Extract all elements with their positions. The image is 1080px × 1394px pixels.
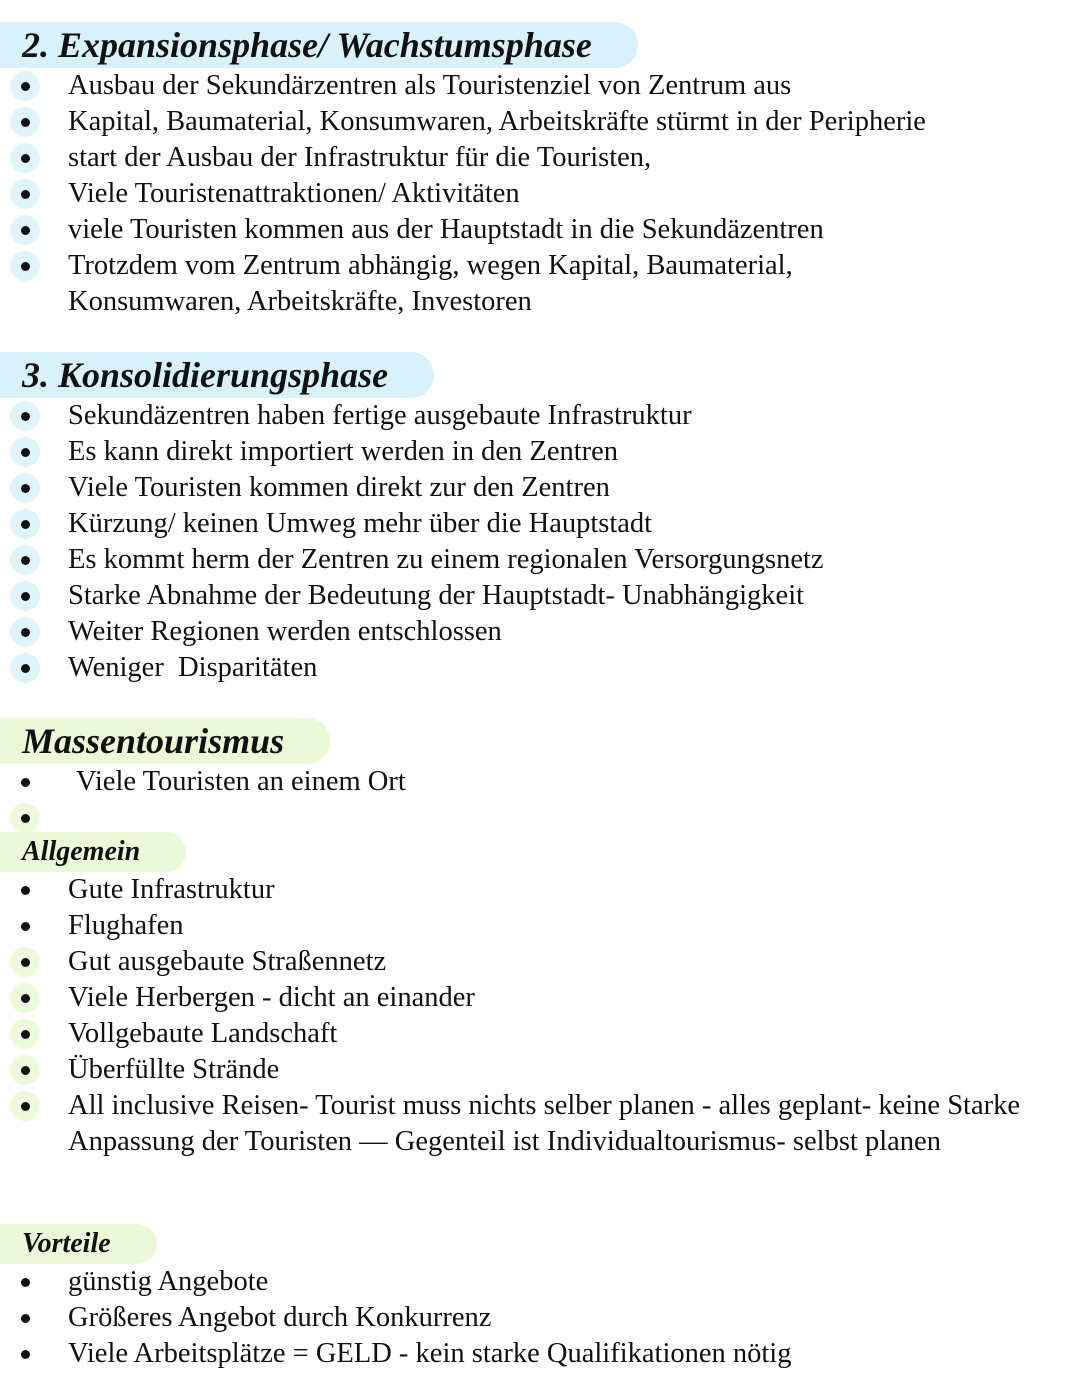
list-item	[0, 578, 1080, 614]
section-vorteile	[0, 1224, 1080, 1372]
list-item	[0, 1264, 1080, 1300]
list-massentourismus	[0, 764, 1080, 836]
list-item-text: Vollgebaute Landschaft	[68, 1018, 338, 1049]
list-item-text: Viele Herbergen - dicht an einander	[68, 982, 475, 1013]
list-item	[0, 398, 1080, 434]
list-item-text: Kapital, Baumaterial, Konsumwaren, Arbeitskräfte stürmt in der Peripherie	[68, 106, 926, 137]
list-item	[0, 1016, 1080, 1052]
list-item-text: start der Ausbau der Infrastruktur für die Touristen,	[68, 142, 652, 173]
bullet-icon	[10, 1267, 40, 1297]
bullet-icon	[10, 437, 40, 467]
list-item-text: Es kann direkt importiert werden in den Zentren	[68, 436, 619, 467]
list-item-text: Gute Infrastruktur	[68, 874, 275, 905]
section-allgemein	[0, 832, 1080, 1160]
bullet-icon	[10, 509, 40, 539]
bullet-icon	[10, 1055, 40, 1085]
list-item	[0, 872, 1080, 908]
bullet-icon	[10, 401, 40, 431]
list-item	[0, 1088, 1080, 1160]
bullet-icon	[10, 911, 40, 941]
list-item	[0, 470, 1080, 506]
list-item-text: günstig Angebote	[68, 1266, 269, 1297]
list-item	[0, 614, 1080, 650]
list-item	[0, 212, 1080, 248]
bullet-icon	[10, 581, 40, 611]
list-item-text: Viele Touristenattraktionen/ Aktivitäten	[68, 178, 520, 209]
list-item-text: Weiter Regionen werden entschlossen	[68, 616, 502, 647]
bullet-icon	[10, 215, 40, 245]
heading-vorteile: Vorteile	[0, 1224, 157, 1264]
list-item-text: Größeres Angebot durch Konkurrenz	[68, 1302, 492, 1333]
bullet-icon	[10, 71, 40, 101]
list-item	[0, 908, 1080, 944]
section-expansionsphase	[0, 22, 1080, 320]
list-vorteile	[0, 1264, 1080, 1372]
list-item-text: Es kommt herm der Zentren zu einem regionalen Versorgungsnetz	[68, 544, 824, 575]
list-item	[0, 104, 1080, 140]
bullet-icon	[10, 179, 40, 209]
bullet-icon	[10, 545, 40, 575]
bullet-icon	[10, 1091, 40, 1121]
list-item-text: Viele Touristen kommen direkt zur den Zentren	[68, 472, 610, 503]
heading-expansionsphase: 2. Expansionsphase/ Wachstumsphase	[0, 22, 638, 68]
section-konsolidierungsphase	[0, 352, 1080, 686]
list-item-text: All inclusive Reisen- Tourist muss nichts selber planen - alles geplant- keine Starke Anpassung der Touristen — Gegenteil ist Individualtourismus- selbst planen	[68, 1090, 1021, 1157]
list-item-text: Viele Touristen an einem Ort	[76, 766, 406, 797]
heading-allgemein: Allgemein	[0, 832, 186, 872]
list-allgemein	[0, 872, 1080, 1160]
list-item	[0, 1052, 1080, 1088]
section-massentourismus	[0, 718, 1080, 836]
list-item	[0, 176, 1080, 212]
list-item-text: Weniger Disparitäten	[68, 652, 318, 683]
bullet-icon	[10, 1019, 40, 1049]
list-item-text: Trotzdem vom Zentrum abhängig, wegen Kapital, Baumaterial, Konsumwaren, Arbeitskräfte, Investoren	[68, 250, 793, 317]
bullet-icon	[10, 251, 40, 281]
heading-massentourismus: Massentourismus	[0, 718, 330, 764]
bullet-icon	[10, 107, 40, 137]
bullet-icon	[10, 617, 40, 647]
bullet-icon	[10, 143, 40, 173]
list-item-text: Starke Abnahme der Bedeutung der Hauptstadt- Unabhängigkeit	[68, 580, 805, 611]
heading-konsolidierungsphase: 3. Konsolidierungsphase	[0, 352, 434, 398]
bullet-icon	[10, 1339, 40, 1369]
bullet-icon	[10, 1303, 40, 1333]
list-item	[0, 542, 1080, 578]
list-expansionsphase	[0, 68, 1080, 320]
list-item-text: Ausbau der Sekundärzentren als Touristenziel von Zentrum aus	[68, 70, 792, 101]
list-item	[0, 980, 1080, 1016]
list-item-text: Flughafen	[68, 910, 184, 941]
bullet-icon	[10, 983, 40, 1013]
list-item-text: Sekundäzentren haben fertige ausgebaute Infrastruktur	[68, 400, 692, 431]
list-item	[0, 650, 1080, 686]
list-item-text: Kürzung/ keinen Umweg mehr über die Hauptstadt	[68, 508, 653, 539]
list-item	[0, 1336, 1080, 1372]
list-item	[0, 800, 1080, 836]
list-item	[0, 1300, 1080, 1336]
bullet-icon	[10, 473, 40, 503]
list-konsolidierungsphase	[0, 398, 1080, 686]
list-item	[0, 434, 1080, 470]
bullet-icon	[10, 803, 40, 833]
list-item-text: Gut ausgebaute Straßennetz	[68, 946, 387, 977]
bullet-icon	[10, 947, 40, 977]
list-item	[0, 944, 1080, 980]
list-item	[0, 140, 1080, 176]
bullet-icon	[10, 653, 40, 683]
list-item	[0, 68, 1080, 104]
list-item	[0, 506, 1080, 542]
bullet-icon	[10, 875, 40, 905]
list-item	[0, 248, 1080, 320]
list-item-text: Viele Arbeitsplätze = GELD - kein starke Qualifikationen nötig	[68, 1338, 792, 1369]
bullet-icon	[10, 767, 40, 797]
list-item-text: viele Touristen kommen aus der Hauptstadt in die Sekundäzentren	[68, 214, 824, 245]
list-item-text: Überfüllte Strände	[68, 1054, 280, 1085]
list-item	[0, 764, 1080, 800]
